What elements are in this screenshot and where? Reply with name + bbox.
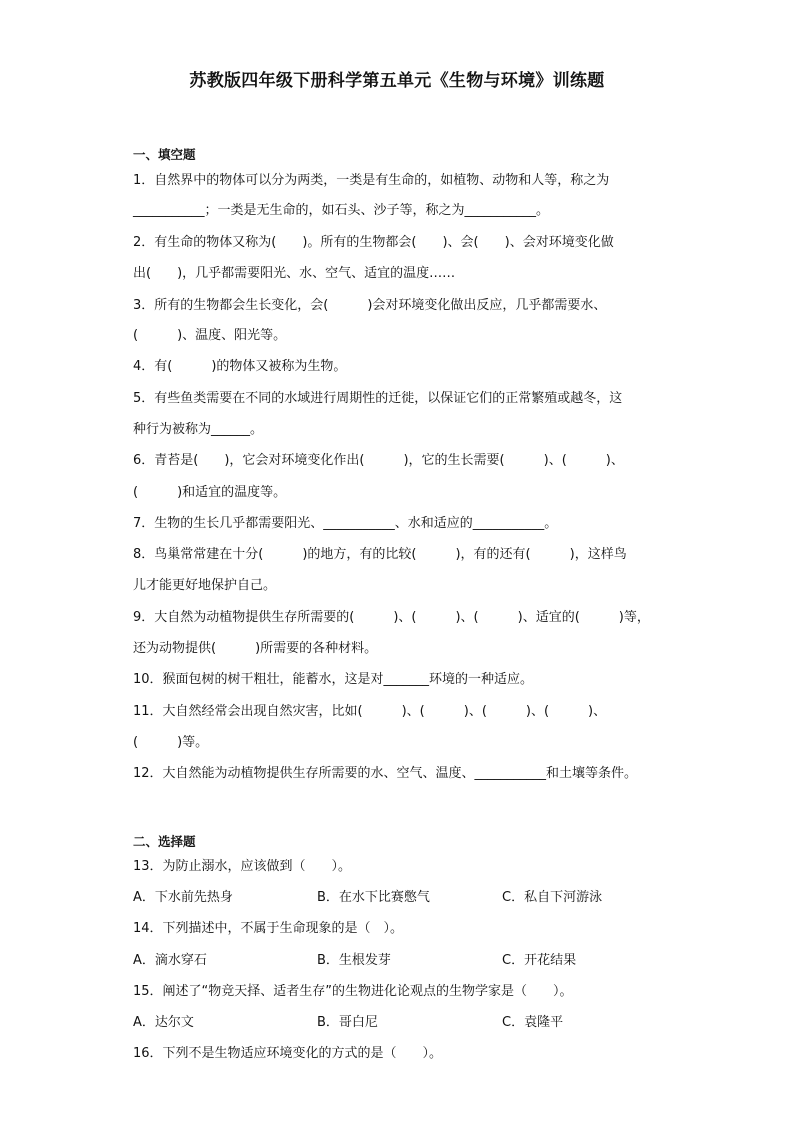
question-line: 2．有生命的物体又称为( )。所有的生物都会( )、会( )、会对环境变化做 (133, 235, 614, 250)
question-line: 8．鸟巢常常建在十分( )的地方，有的比较( )，有的还有( )，这样鸟 (133, 547, 627, 562)
choice-option[interactable]: B．哥白尼 (317, 1015, 378, 1030)
question-line: ( )和适宜的温度等。 (133, 485, 287, 500)
question-line: ( )、温度、阳光等。 (133, 328, 287, 343)
choice-question-stem: 14．下列描述中，不属于生命现象的是（ ）。 (133, 921, 404, 936)
question-line: 1．自然界中的物体可以分为两类，一类是有生命的，如植物、动物和人等，称之为 (133, 173, 610, 188)
question-line: 5．有些鱼类需要在不同的水域进行周期性的迁徙，以保证它们的正常繁殖或越冬，这 (133, 391, 623, 406)
choice-option[interactable]: B．在水下比赛憋气 (317, 890, 430, 905)
question-line: 3．所有的生物都会生长变化，会( )会对环境变化做出反应，几乎都需要水、 (133, 298, 607, 313)
choice-option[interactable]: A．达尔文 (133, 1015, 194, 1030)
question-line: 4．有( )的物体又被称为生物。 (133, 359, 347, 374)
choice-option[interactable]: C．开花结果 (502, 953, 577, 968)
section-heading-multiple-choice: 二、选择题 (133, 834, 196, 849)
question-line: 7．生物的生长几乎都需要阳光、___________、水和适应的___________。 (133, 516, 558, 531)
question-line: 11．大自然经常会出现自然灾害，比如( )、( )、( )、( )、 (133, 704, 607, 719)
question-line: 9．大自然为动植物提供生存所需要的( )、( )、( )、适宜的( )等， (133, 610, 650, 625)
choice-question-stem: 15．阐述了“物竞天择、适者生存”的生物进化论观点的生物学家是（ ）。 (133, 984, 573, 999)
choice-option[interactable]: A．下水前先热身 (133, 890, 233, 905)
choice-question-stem: 13．为防止溺水，应该做到（ ）。 (133, 859, 352, 874)
choice-option[interactable]: A．滴水穿石 (133, 953, 207, 968)
question-line: 还为动物提供( )所需要的各种材料。 (133, 641, 378, 656)
question-line: 儿才能更好地保护自己。 (133, 578, 277, 593)
choice-option[interactable]: B．生根发芽 (317, 953, 391, 968)
question-line: 种行为被称为______。 (133, 422, 264, 437)
section-heading-fill-blank: 一、填空题 (133, 147, 196, 162)
question-line: 6．青苔是( )，它会对环境变化作出( )，它的生长需要( )、( )、 (133, 453, 624, 468)
choice-option[interactable]: C．私自下河游泳 (502, 890, 603, 905)
question-line: 出( )，几乎都需要阳光、水、空气、适宜的温度…… (133, 266, 456, 281)
question-line: 10．猴面包树的树干粗壮，能蓄水，这是对_______环境的一种适应。 (133, 672, 534, 687)
question-line: ( )等。 (133, 735, 209, 750)
choice-question-stem: 16．下列不是生物适应环境变化的方式的是（ ）。 (133, 1046, 443, 1061)
choice-option[interactable]: C．袁隆平 (502, 1015, 564, 1030)
question-line: 12．大自然能为动植物提供生存所需要的水、空气、温度、___________和土壤等条件。 (133, 766, 638, 781)
question-line: ___________；一类是无生命的，如石头、沙子等，称之为___________。 (133, 203, 550, 218)
page-title: 苏教版四年级下册科学第五单元《生物与环境》训练题 (189, 71, 605, 91)
